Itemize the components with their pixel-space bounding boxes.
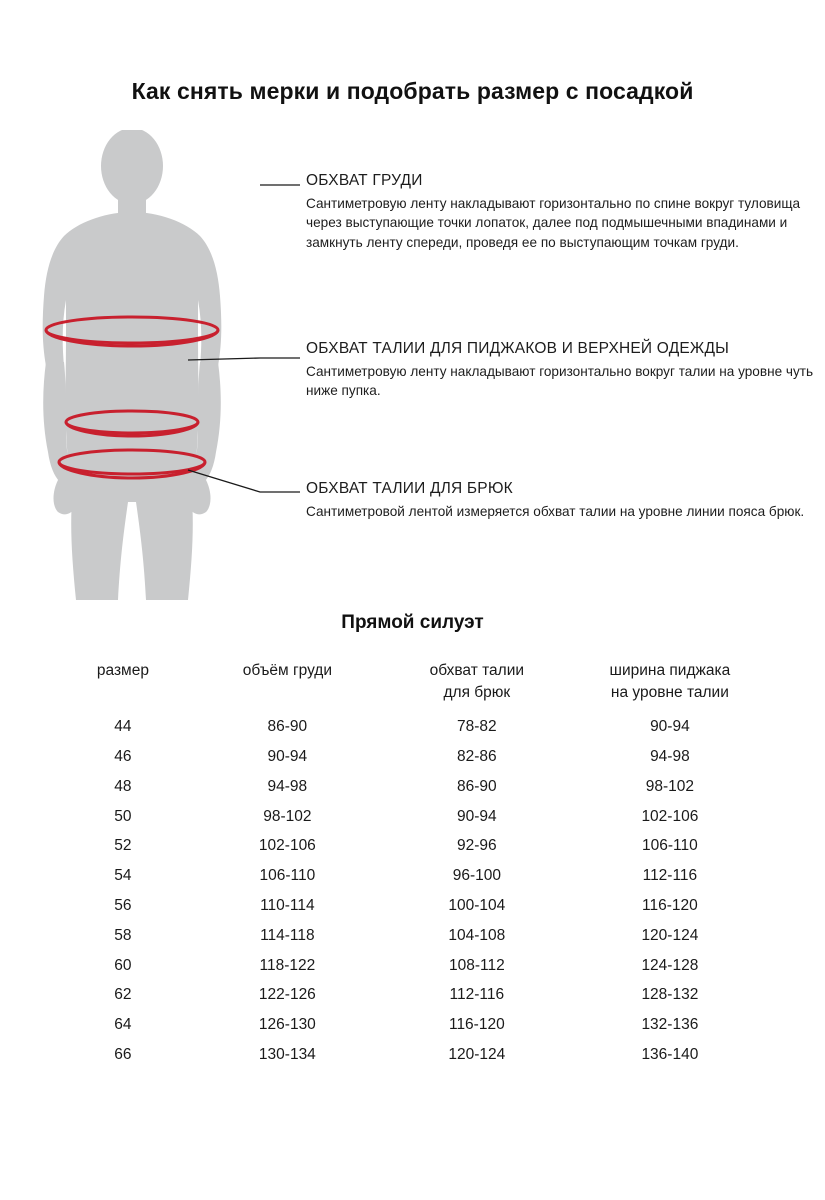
size-table — [55, 658, 770, 1065]
cell-waist: 120-124 — [448, 1046, 506, 1063]
cell-jacket: 116-120 — [642, 897, 698, 915]
cell-waist: 78-82 — [457, 718, 497, 736]
cell-waist: 96-100 — [452, 867, 501, 885]
callout-waist-trousers — [306, 480, 806, 521]
cell-waist: 116-120 — [448, 1016, 505, 1034]
cell-waist: 86-90 — [457, 777, 497, 795]
cell-chest: 110-114 — [260, 897, 315, 915]
callout-chest-body: Сантиметровую ленту накладывают горизонтально по спине вокруг туловища через выступающие точки лопаток, далее под подмышечными впадинами и замкнуть ленту спереди, проведя ее по выступающим точкам груди. — [306, 196, 801, 250]
table-body — [55, 707, 770, 1065]
cell-chest: 106-110 — [259, 867, 316, 885]
cell-chest: 114-118 — [260, 926, 315, 944]
male-silhouette-icon — [43, 130, 222, 600]
cell-size: 66 — [114, 1046, 132, 1063]
callout-waist-jacket — [306, 340, 818, 401]
cell-waist: 92-96 — [457, 837, 497, 855]
table-row — [55, 796, 770, 826]
table-row — [55, 767, 770, 797]
callout-waist-trousers-body: Сантиметровой лентой измеряется обхват талии на уровне линии пояса брюк. — [306, 504, 805, 519]
cell-chest: 98-102 — [263, 807, 312, 825]
column-header-waist-trousers: обхват талии для брюк — [429, 662, 525, 702]
cell-chest: 122-126 — [258, 986, 316, 1004]
table-row — [55, 975, 770, 1005]
cell-jacket: 132-136 — [641, 1016, 699, 1034]
body-measurement-illustration — [20, 130, 300, 600]
cell-chest: 94-98 — [267, 777, 308, 795]
cell-waist: 90-94 — [457, 807, 497, 825]
cell-size: 52 — [114, 837, 132, 855]
table-row — [55, 707, 770, 737]
cell-jacket: 106-110 — [642, 837, 698, 855]
cell-size: 54 — [114, 867, 132, 885]
table-row — [55, 856, 770, 886]
callout-chest-heading: ОБХВАТ ГРУДИ — [306, 172, 423, 189]
cell-chest: 102-106 — [258, 837, 316, 855]
cell-size: 46 — [114, 748, 132, 766]
table-row — [55, 945, 770, 975]
cell-chest: 130-134 — [258, 1046, 316, 1063]
cell-chest: 118-122 — [259, 956, 316, 974]
table-header-row — [55, 658, 770, 707]
cell-waist: 82-86 — [457, 748, 497, 766]
cell-chest: 86-90 — [267, 718, 308, 736]
callout-waist-trousers-heading: ОБХВАТ ТАЛИИ ДЛЯ БРЮК — [306, 480, 513, 497]
table-row — [55, 916, 770, 946]
cell-jacket: 94-98 — [650, 748, 690, 766]
cell-waist: 104-108 — [448, 926, 506, 944]
cell-size: 60 — [114, 956, 132, 974]
cell-jacket: 102-106 — [641, 807, 699, 825]
table-row — [55, 1005, 770, 1035]
cell-jacket: 98-102 — [645, 777, 695, 795]
cell-jacket: 120-124 — [641, 926, 699, 944]
cell-size: 48 — [114, 777, 132, 795]
table-row — [55, 737, 770, 767]
cell-size: 44 — [114, 718, 132, 736]
cell-jacket: 90-94 — [650, 718, 690, 736]
callout-waist-jacket-heading: ОБХВАТ ТАЛИИ ДЛЯ ПИДЖАКОВ И ВЕРХНЕЙ ОДЕЖДЫ — [306, 340, 730, 357]
cell-chest: 90-94 — [267, 748, 308, 766]
cell-jacket: 136-140 — [641, 1046, 699, 1063]
callout-waist-jacket-body: Сантиметровую ленту накладывают горизонтально вокруг талии на уровне чуть ниже пупка. — [306, 364, 814, 399]
column-header-size: размер — [96, 662, 149, 679]
column-header-chest: объём груди — [242, 662, 333, 679]
cell-size: 62 — [114, 986, 132, 1004]
cell-chest: 126-130 — [258, 1016, 316, 1034]
cell-waist: 108-112 — [448, 956, 505, 974]
cell-size: 56 — [114, 897, 132, 915]
cell-size: 58 — [114, 926, 132, 944]
cell-jacket: 124-128 — [641, 956, 699, 974]
cell-size: 64 — [114, 1016, 132, 1034]
column-header-jacket-width: ширина пиджака на уровне талии — [609, 662, 731, 702]
cell-size: 50 — [114, 807, 132, 825]
cell-waist: 112-116 — [449, 986, 505, 1004]
table-row — [55, 826, 770, 856]
cell-jacket: 128-132 — [641, 986, 699, 1004]
cell-waist: 100-104 — [448, 897, 506, 915]
table-row — [55, 886, 770, 916]
page-title: Как снять мерки и подобрать размер с посадкой — [131, 78, 694, 104]
table-row — [55, 1035, 770, 1065]
callout-chest — [306, 172, 806, 252]
cell-jacket: 112-116 — [642, 867, 698, 885]
table-caption: Прямой силуэт — [341, 612, 484, 633]
